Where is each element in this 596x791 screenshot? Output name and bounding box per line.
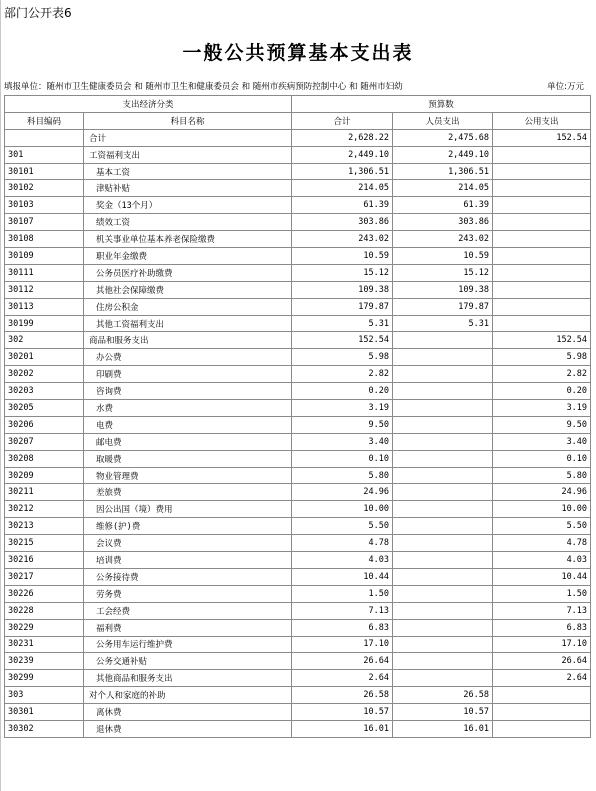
table-row [5,366,591,383]
cell-personnel [393,349,493,366]
header-code: 科目编码 [5,112,84,129]
header-total: 合计 [292,112,393,129]
cell-total: 0.10 [292,450,393,467]
table-row [5,467,591,484]
cell-personnel [393,433,493,450]
cell-total: 4.03 [292,552,393,569]
table-row [5,552,591,569]
cell-personnel: 16.01 [393,720,493,737]
cell-name: 津贴补贴 [84,180,292,197]
cell-total: 5.80 [292,467,393,484]
header-public: 公用支出 [493,112,591,129]
table-row [5,602,591,619]
cell-public [493,214,591,231]
cell-code: 30205 [5,400,84,417]
cell-personnel [393,416,493,433]
cell-total: 24.96 [292,484,393,501]
cell-code: 30228 [5,602,84,619]
cell-personnel [393,467,493,484]
cell-total: 243.02 [292,231,393,248]
cell-personnel [393,484,493,501]
header-budget: 预算数 [292,96,591,113]
cell-personnel: 10.59 [393,248,493,265]
table-row [5,720,591,737]
cell-total: 7.13 [292,602,393,619]
table-row [5,180,591,197]
table-row [5,670,591,687]
cell-personnel [393,585,493,602]
cell-personnel [393,400,493,417]
cell-public: 4.03 [493,552,591,569]
cell-code: 30199 [5,315,84,332]
cell-public: 24.96 [493,484,591,501]
cell-public: 9.50 [493,416,591,433]
cell-code: 302 [5,332,84,349]
cell-public: 5.80 [493,467,591,484]
cell-total: 2.82 [292,366,393,383]
cell-total: 10.57 [292,704,393,721]
cell-public [493,231,591,248]
cell-total: 4.78 [292,535,393,552]
table-row [5,619,591,636]
cell-personnel [393,619,493,636]
cell-name: 机关事业单位基本养老保险缴费 [84,231,292,248]
cell-personnel [393,366,493,383]
table-row [5,535,591,552]
cell-name: 因公出国（境）费用 [84,501,292,518]
cell-public [493,163,591,180]
cell-code: 30213 [5,518,84,535]
table-row [5,146,591,163]
table-row [5,585,591,602]
cell-code: 30108 [5,231,84,248]
cell-name: 职业年金缴费 [84,248,292,265]
cell-personnel [393,602,493,619]
cell-name: 商品和服务支出 [84,332,292,349]
table-row [5,450,591,467]
cell-public [493,720,591,737]
cell-total: 179.87 [292,298,393,315]
cell-name: 其他工资福利支出 [84,315,292,332]
cell-name: 公务交通补贴 [84,653,292,670]
table-row [5,298,591,315]
cell-name: 合计 [84,129,292,146]
cell-total: 10.44 [292,568,393,585]
cell-code: 30208 [5,450,84,467]
cell-name: 绩效工资 [84,214,292,231]
table-row [5,264,591,281]
cell-code: 30202 [5,366,84,383]
cell-public: 7.13 [493,602,591,619]
table-row [5,433,591,450]
cell-name: 离休费 [84,704,292,721]
header-row [5,112,591,129]
cell-public [493,248,591,265]
cell-public: 2.82 [493,366,591,383]
cell-total: 17.10 [292,636,393,653]
cell-name: 公务用车运行维护费 [84,636,292,653]
cell-public: 26.64 [493,653,591,670]
cell-code: 30109 [5,248,84,265]
cell-code: 30211 [5,484,84,501]
cell-public: 17.10 [493,636,591,653]
cell-total: 2.64 [292,670,393,687]
reporting-unit: 填报单位：随州市卫生健康委员会 和 随州市卫生和健康委员会 和 随州市疾病预防控制中心 和 随州市妇幼 [4,82,403,92]
cell-name: 差旅费 [84,484,292,501]
cell-name: 退休费 [84,720,292,737]
cell-name: 培训费 [84,552,292,569]
table-row [5,197,591,214]
table-row [5,568,591,585]
cell-code: 30301 [5,704,84,721]
cell-total: 26.58 [292,687,393,704]
cell-personnel: 2,475.68 [393,129,493,146]
cell-personnel [393,670,493,687]
cell-public [493,146,591,163]
cell-public: 0.20 [493,383,591,400]
table-row [5,484,591,501]
cell-total: 152.54 [292,332,393,349]
table-row [5,383,591,400]
cell-public: 3.40 [493,433,591,450]
cell-personnel [393,518,493,535]
page-title: 一般公共预算基本支出表 [182,42,414,64]
cell-total: 10.59 [292,248,393,265]
cell-name: 其他商品和服务支出 [84,670,292,687]
cell-public: 6.83 [493,619,591,636]
cell-code: 30101 [5,163,84,180]
cell-total: 214.05 [292,180,393,197]
cell-name: 福利费 [84,619,292,636]
table-row [5,636,591,653]
cell-total: 6.83 [292,619,393,636]
budget-table [4,95,591,738]
cell-name: 其他社会保障缴费 [84,281,292,298]
cell-name: 工资福利支出 [84,146,292,163]
cell-total: 26.64 [292,653,393,670]
cell-total: 2,628.22 [292,129,393,146]
cell-total: 1,306.51 [292,163,393,180]
cell-personnel: 61.39 [393,197,493,214]
cell-total: 3.40 [292,433,393,450]
cell-code: 30302 [5,720,84,737]
cell-name: 咨询费 [84,383,292,400]
cell-code: 30215 [5,535,84,552]
cell-personnel [393,535,493,552]
cell-name: 奖金（13个月） [84,197,292,214]
cell-public [493,197,591,214]
table-row [5,315,591,332]
cell-public [493,281,591,298]
cell-public: 10.44 [493,568,591,585]
cell-personnel [393,501,493,518]
table-row [5,518,591,535]
cell-name: 办公费 [84,349,292,366]
cell-public: 152.54 [493,129,591,146]
cell-personnel: 243.02 [393,231,493,248]
cell-total: 9.50 [292,416,393,433]
cell-code: 30207 [5,433,84,450]
header-personnel: 人员支出 [393,112,493,129]
cell-personnel [393,552,493,569]
cell-total: 0.20 [292,383,393,400]
cell-public [493,264,591,281]
table-body [5,129,591,737]
cell-name: 邮电费 [84,433,292,450]
cell-name: 公务接待费 [84,568,292,585]
cell-personnel: 1,306.51 [393,163,493,180]
cell-name: 劳务费 [84,585,292,602]
cell-public [493,180,591,197]
cell-code: 30231 [5,636,84,653]
cell-total: 3.19 [292,400,393,417]
cell-name: 会议费 [84,535,292,552]
cell-public: 0.10 [493,450,591,467]
cell-name: 对个人和家庭的补助 [84,687,292,704]
sheet-label: 部门公开表6 [4,6,72,20]
table-row [5,349,591,366]
table-row [5,332,591,349]
cell-personnel: 109.38 [393,281,493,298]
cell-total: 109.38 [292,281,393,298]
cell-total: 5.98 [292,349,393,366]
cell-total: 15.12 [292,264,393,281]
cell-code: 301 [5,146,84,163]
cell-name: 水费 [84,400,292,417]
cell-personnel [393,653,493,670]
table-row [5,501,591,518]
header-name: 科目名称 [84,112,292,129]
cell-public: 5.50 [493,518,591,535]
cell-personnel: 5.31 [393,315,493,332]
cell-total: 5.31 [292,315,393,332]
header-group-row [5,96,591,113]
cell-personnel: 214.05 [393,180,493,197]
cell-total: 16.01 [292,720,393,737]
cell-code: 30209 [5,467,84,484]
cell-personnel [393,332,493,349]
cell-personnel: 2,449.10 [393,146,493,163]
table-row [5,214,591,231]
cell-personnel [393,568,493,585]
cell-code: 30212 [5,501,84,518]
table-row [5,704,591,721]
cell-personnel: 179.87 [393,298,493,315]
cell-personnel: 26.58 [393,687,493,704]
cell-code: 30229 [5,619,84,636]
cell-name: 电费 [84,416,292,433]
cell-code: 30226 [5,585,84,602]
cell-name: 住房公积金 [84,298,292,315]
cell-public: 1.50 [493,585,591,602]
cell-total: 61.39 [292,197,393,214]
cell-code: 30203 [5,383,84,400]
table-row [5,248,591,265]
cell-code: 30206 [5,416,84,433]
cell-code: 30102 [5,180,84,197]
cell-public: 5.98 [493,349,591,366]
cell-public [493,687,591,704]
cell-name: 基本工资 [84,163,292,180]
header-economic-class: 支出经济分类 [5,96,292,113]
cell-total: 10.00 [292,501,393,518]
cell-total: 5.50 [292,518,393,535]
cell-personnel [393,450,493,467]
cell-total: 2,449.10 [292,146,393,163]
cell-personnel [393,636,493,653]
cell-public: 152.54 [493,332,591,349]
unit-line [4,80,590,94]
cell-name: 公务员医疗补助缴费 [84,264,292,281]
table-row [5,163,591,180]
cell-public: 10.00 [493,501,591,518]
cell-code: 30111 [5,264,84,281]
cell-code: 30103 [5,197,84,214]
table-row [5,281,591,298]
cell-name: 物业管理费 [84,467,292,484]
table-row [5,653,591,670]
cell-total: 1.50 [292,585,393,602]
cell-personnel: 10.57 [393,704,493,721]
cell-personnel: 15.12 [393,264,493,281]
cell-code: 30216 [5,552,84,569]
table-row [5,416,591,433]
cell-personnel [393,383,493,400]
cell-code: 30299 [5,670,84,687]
currency-unit: 单位:万元 [547,82,584,92]
cell-name: 维修(护)费 [84,518,292,535]
table-row [5,400,591,417]
cell-public [493,704,591,721]
cell-public: 3.19 [493,400,591,417]
cell-name: 取暖费 [84,450,292,467]
cell-name: 工会经费 [84,602,292,619]
cell-code: 30113 [5,298,84,315]
cell-code [5,129,84,146]
cell-public [493,315,591,332]
cell-code: 30239 [5,653,84,670]
cell-code: 30107 [5,214,84,231]
table-row [5,687,591,704]
table-row [5,231,591,248]
cell-code: 30201 [5,349,84,366]
cell-code: 30112 [5,281,84,298]
table-row [5,129,591,146]
cell-total: 303.86 [292,214,393,231]
cell-code: 303 [5,687,84,704]
cell-code: 30217 [5,568,84,585]
cell-personnel: 303.86 [393,214,493,231]
cell-public: 4.78 [493,535,591,552]
cell-public: 2.64 [493,670,591,687]
cell-public [493,298,591,315]
cell-name: 印刷费 [84,366,292,383]
sheet-grid-line [0,0,1,791]
